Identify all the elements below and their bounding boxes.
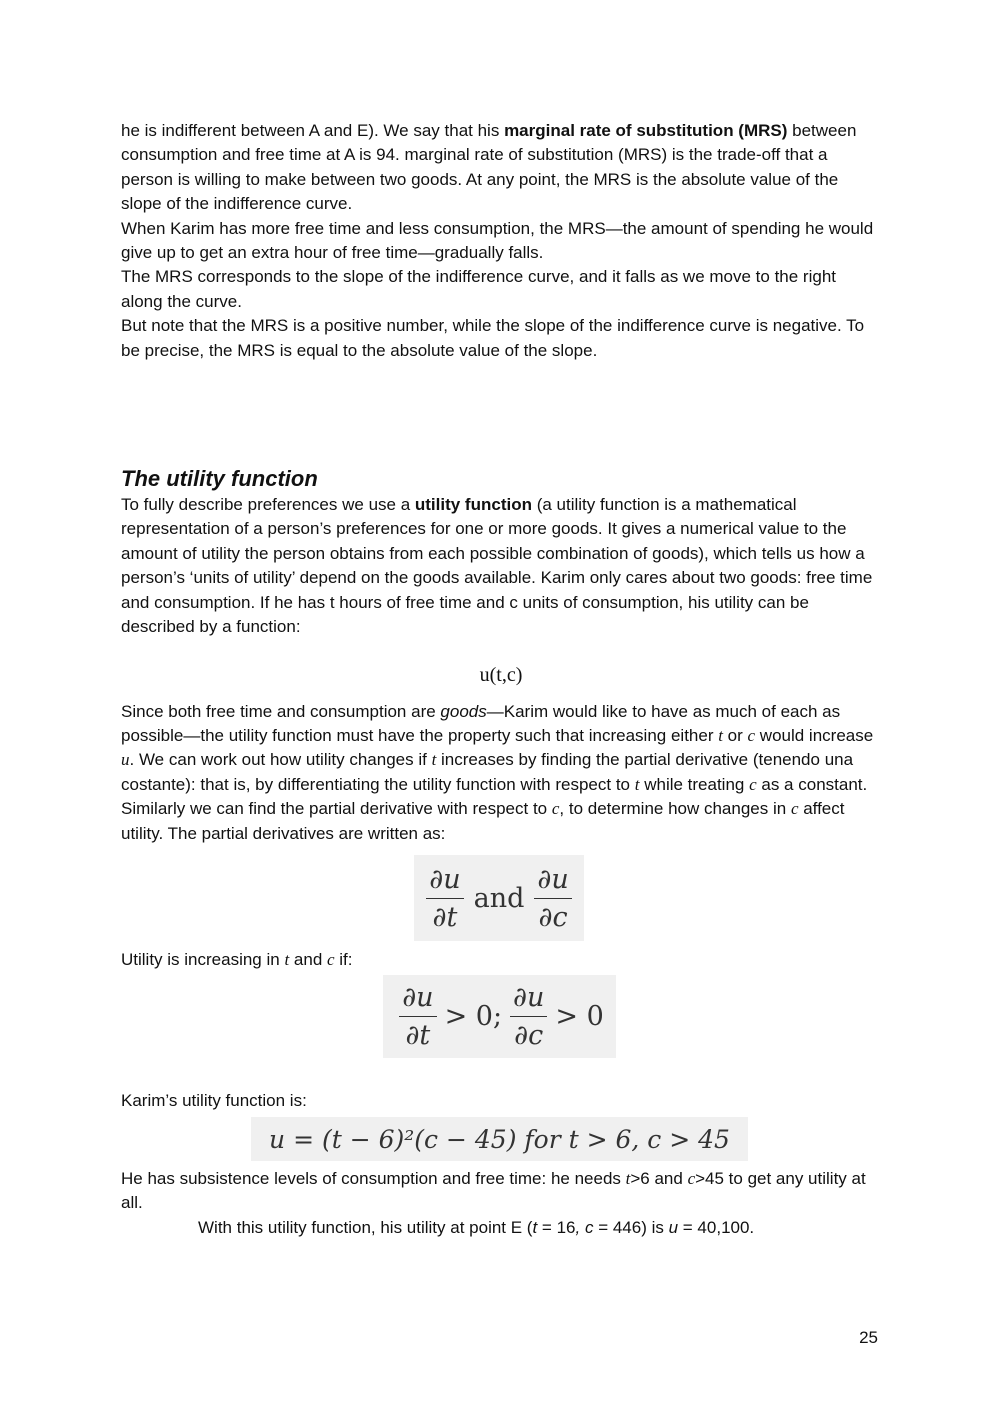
fraction-du-dt: $\frac{\partial u}{\partial t}$ — [426, 864, 463, 933]
paragraph-mrs-positive: But note that the MRS is a positive number, while the slope of the indifference curve is negative. To be precise, the MRS is equal to the absolute value of the slope. — [121, 316, 865, 360]
equation-gt-zero: > 0 — [555, 1001, 604, 1032]
paragraph-mrs-slope: The MRS corresponds to the slope of the indifference curve, and it falls as we move to the right along the curve. — [121, 267, 837, 311]
section-heading: The utility function — [121, 466, 318, 492]
paragraph-mrs-definition — [121, 119, 881, 217]
equation-text: u = (t − 6)²(c − 45) for t > 6, c > 45 — [269, 1124, 730, 1154]
text: To fully describe preferences we use a — [121, 495, 415, 515]
paragraph-partial-derivative: Since both free time and consumption are goods—Karim would like to have as much of each as possible—the utility function must have the property such that increasing either t or c would increase u. We can work out how utility changes if t increases by finding the partial derivative (tenendo una costante): that is, by differentiating the utility function with respect to t while treating c as a constant. Similarly we can find the partial derivative with respect to c, to determine how changes in c affect utility. The partial derivatives are written as: — [121, 701, 874, 843]
equation-positive-partials — [383, 975, 616, 1058]
paragraph-subsistence: He has subsistence levels of consumption and free time: he needs t>6 and c>45 to get any utility at all. — [121, 1169, 866, 1213]
equation-and: and — [473, 882, 525, 914]
text: he is indifferent between A and E). We say that his — [121, 121, 505, 140]
fraction-du-dc: $\frac{\partial u}{\partial c}$ — [534, 864, 571, 933]
fraction-du-dc: $\frac{\partial u}{\partial c}$ — [510, 982, 547, 1051]
equation-partial-derivatives — [414, 855, 584, 941]
equation-text: u(t,c) — [479, 663, 523, 686]
paragraph-mrs-falls: When Karim has more free time and less consumption, the MRS—the amount of spending he would give up to get an extra hour of free time—gradually falls. — [121, 218, 874, 263]
karim-label: Karim’s utility function is: — [121, 1091, 307, 1110]
paragraph-utility-intro — [121, 493, 881, 639]
text: between consumption and free time at A is 94. marginal rate of substitution (MRS) is the trade-off that a person is willing to make between two goods. At any point, the MRS is the absolute value of the slope of the indifference curve. — [121, 121, 857, 214]
term-utility-function: utility function — [414, 495, 532, 515]
paragraph-utility-at-e: With this utility function, his utility at point E (t = 16, c = 446) is u = 40,100. — [198, 1218, 755, 1237]
equation-u-t-c — [121, 649, 881, 700]
text: (a utility function is a mathematical representation of a person’s preferences for one or more goods. It gives a numerical value to the amount of utility the person obtains from each possible combination of goods), which tells us how a person’s ‘units of utility’ depend on the goods available. Karim only cares about two goods: free time and consumption. If he has t hours of free time and c units of consumption, his utility can be described by a function: — [121, 495, 873, 637]
equation-gt-zero: > 0; — [444, 1001, 503, 1032]
page-body — [121, 119, 881, 846]
paragraph-utility-increasing: Utility is increasing in t and c if: — [121, 950, 353, 969]
page-number: 25 — [859, 1328, 878, 1347]
fraction-du-dt: $\frac{\partial u}{\partial t}$ — [399, 982, 436, 1051]
equation-karim-utility — [251, 1117, 748, 1161]
term-mrs: marginal rate of substitution (MRS) — [504, 121, 788, 140]
